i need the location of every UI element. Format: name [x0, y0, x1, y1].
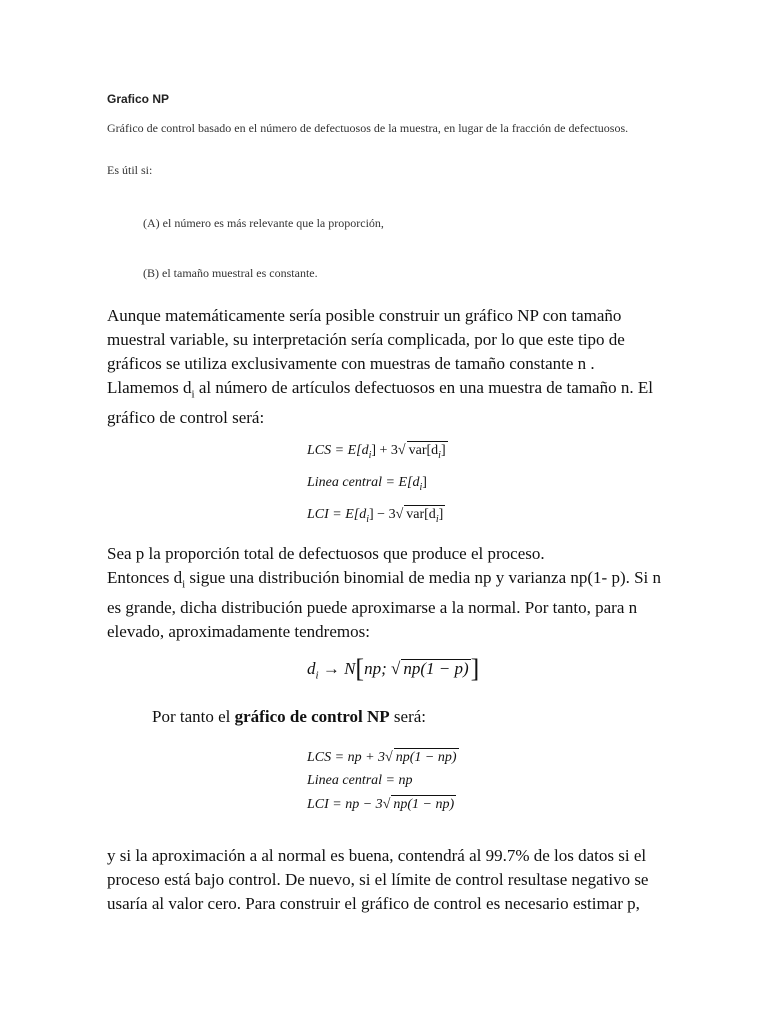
intro-text: Gráfico de control basado en el número de defectuosos de la muestra, en lugar de la fracción de defectuosos. [107, 121, 629, 135]
paragraph-2-line: es grande, dicha distribución puede aproximarse a la normal. Por tanto, para n [107, 598, 638, 618]
formula-text: LCS = np + 3 [307, 750, 386, 765]
subscript: i [191, 388, 195, 401]
bracket-open: [ [355, 654, 365, 683]
paragraph-1-line: muestral variable, su interpretación sería complicada, por lo que este tipo de [107, 330, 625, 349]
subscript: i [182, 578, 186, 591]
formula-text: Linea central = E[d [307, 474, 420, 490]
sqrt-icon: √ [395, 506, 404, 522]
paragraph-2-line [107, 566, 667, 596]
subscript: i [419, 481, 423, 493]
formula-text: np(1 − p) [403, 659, 469, 678]
bracket-close: ] [470, 654, 480, 683]
sqrt-icon: √ [382, 797, 391, 812]
paragraph-1-line: Aunque matemáticamente sería posible construir un gráfico NP con tamaño [107, 306, 622, 325]
paragraph-1 [107, 304, 667, 430]
formula-lci [307, 501, 448, 533]
formula-text: LCS = E[d [307, 443, 369, 458]
formula-lci [307, 791, 459, 818]
sqrt-icon: √ [397, 443, 406, 458]
formula-text: ] [422, 474, 427, 490]
radicand [407, 441, 448, 465]
paragraph-2 [107, 542, 667, 644]
formula-lcs [307, 437, 448, 469]
formula-control-limits-general [307, 437, 448, 532]
sqrt-icon: √ [391, 659, 401, 678]
paragraph-4-line: usaría al valor cero. Para construir el gráfico de control es necesario estimar p, [107, 894, 640, 913]
formula-text: np(1 − np) [395, 750, 457, 765]
subscript: i [435, 513, 439, 525]
subscript: i [368, 449, 372, 461]
sqrt-icon: √ [385, 750, 393, 765]
paragraph-4-line: y si la aproximación a al normal es buena, contendrá al 99.7% de los datos si el [107, 846, 647, 865]
formula-lcs [307, 744, 459, 771]
list-item-a: (A) el número es más relevante que la proporción, [143, 216, 384, 230]
formula-normal-approximation [307, 655, 479, 689]
paragraph-2-line: Sea p la proporción total de defectuosos que produce el proceso. [107, 544, 545, 563]
text-span: será: [389, 707, 426, 726]
formula-text: → N [318, 659, 356, 678]
subscript: i [366, 513, 370, 525]
paragraph-2-line: elevado, aproximadamente tendremos: [107, 622, 370, 642]
formula-text: ] − 3 [369, 506, 396, 522]
list-item-b: (B) el tamaño muestral es constante. [143, 266, 318, 280]
formula-text: ] [438, 506, 444, 522]
paragraph-3 [152, 705, 572, 729]
radicand [404, 505, 445, 529]
paragraph-1-line: gráfico de control será: [107, 408, 265, 428]
formula-text: np; [364, 659, 391, 678]
formula-text: LCI = E[d [307, 506, 367, 522]
emphasis-text: gráfico de control NP [234, 707, 390, 726]
text-span: Llamemos d [107, 378, 192, 397]
text-span: sigue una distribución binomial de media np y varianza np(1- p). Si n [185, 568, 662, 587]
paragraph-4-line: proceso está bajo control. De nuevo, si el límite de control resultase negativo se [107, 870, 649, 889]
text-span: Por tanto el [152, 707, 235, 726]
radicand [401, 659, 470, 678]
subscript: i [315, 669, 319, 682]
formula-text: LCI = np − 3 [307, 797, 383, 812]
paragraph-4 [107, 844, 667, 916]
paragraph-1-line [107, 376, 667, 406]
formula-text: d [307, 659, 316, 678]
formula-text: np(1 − np) [393, 797, 455, 812]
paragraph-1-line: gráficos se utiliza exclusivamente con muestras de tamaño constante n . [107, 354, 595, 373]
useful-if-label: Es útil si: [107, 163, 153, 177]
formula-text: Linea central = np [307, 773, 413, 788]
formula-np-control-limits [307, 744, 459, 818]
formula-central [307, 469, 448, 501]
formula-text: var[d [406, 506, 436, 522]
formula-text: ] + 3 [371, 443, 398, 458]
subscript: i [438, 449, 441, 461]
formula-text: var[d [408, 443, 439, 458]
radicand [391, 795, 456, 814]
text-span: al número de artículos defectuosos en una muestra de tamaño n. El [194, 378, 653, 397]
text-span: Entonces d [107, 568, 183, 587]
section-heading: Grafico NP [107, 92, 170, 106]
radicand [394, 748, 459, 767]
formula-central [307, 771, 459, 791]
formula-text: ] [440, 443, 446, 458]
